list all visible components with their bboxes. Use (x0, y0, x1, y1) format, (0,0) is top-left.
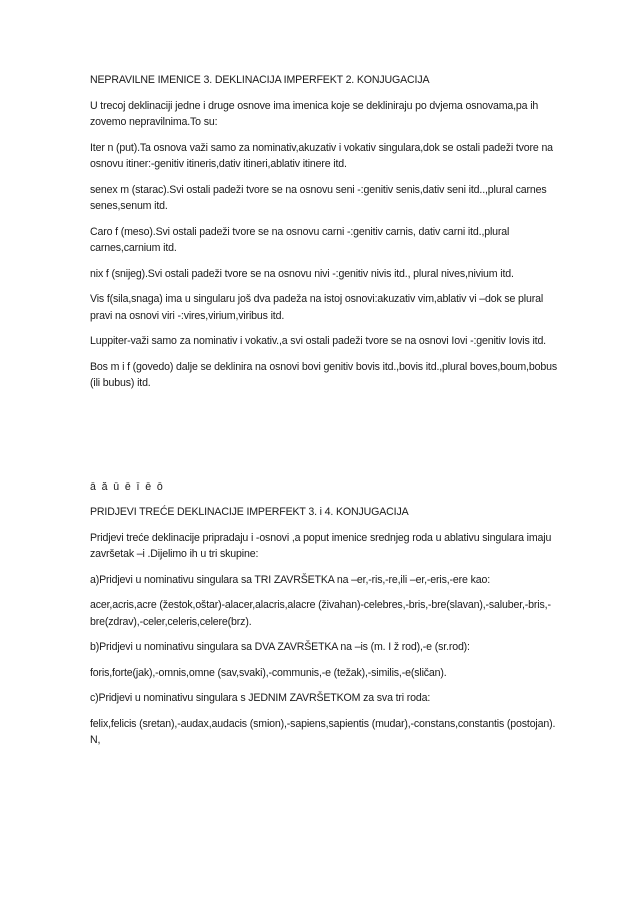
paragraph-bos: Bos m i f (govedo) dalje se deklinira na osnovi bovi genitiv bovis itd.,bovis itd.,plural boves,boum,bobus (ili bubus) itd. (90, 360, 557, 389)
paragraph-nix: nix f (snijeg).Svi ostali padeži tvore se na osnovu nivi -:genitiv nivis itd., plural nives,nivium itd. (90, 267, 514, 280)
group-b-examples: foris,forte(jak),-omnis,omne (sav,svaki),-communis,-e (težak),-similis,-e(sličan). (90, 666, 447, 679)
vertical-spacer (90, 401, 560, 479)
paragraph-vis: Vis f(sila,snaga) ima u singularu još dva padeža na istoj osnovi:akuzativ vim,ablativ vi –dok se plural pravi na osnovi viri -:vires,virium,viribus itd. (90, 293, 544, 322)
intro-paragraph: U trecoj deklinaciji jedne i druge osnove ima imenica koje se dekliniraju po dvjema osnovama,pa ih zovemo nepravilnima.To su: (90, 99, 539, 128)
group-c-examples: felix,felicis (sretan),-audax,audacis (smion),-sapiens,sapientis (mudar),-constans,constantis (postojan). N, (90, 717, 556, 746)
paragraph-luppiter: Luppiter-važi samo za nominativ i vokativ.,a svi ostali padeži tvore se na osnovi Iovi -:genitiv Iovis itd. (90, 335, 546, 347)
group-b-heading: b)Pridjevi u nominativu singulara sa DVA ZAVRŠETKA na –is (m. I ž rod),-e (sr.rod): (90, 641, 470, 653)
paragraph-iter: Iter n (put).Ta osnova važi samo za nominativ,akuzativ i vokativ singulara,dok se ostali padeži tvore na osnovu itiner:-genitiv itineris,dativ itineri,ablativ itinere itd. (90, 141, 553, 170)
group-c-heading: c)Pridjevi u nominativu singulara s JEDNIM ZAVRŠETKOM za sva tri roda: (90, 692, 431, 704)
group-a-examples: acer,acris,acre (žestok,oštar)-alacer,alacris,alacre (živahan)-celebres,-bris,-bre(slavan),-saluber,-bris,-bre(zdrav),-celer,celeris,celere(brz). (90, 599, 551, 628)
group-a-heading: a)Pridjevi u nominativu singulara sa TRI ZAVRŠETKA na –er,-ris,-re,ili –er,-eris,-ere kao: (90, 573, 491, 586)
section-title-pridjevi: PRIDJEVI TREĆE DEKLINACIJE IMPERFEKT 3. i 4. KONJUGACIJA (90, 506, 409, 518)
document-body (90, 72, 560, 758)
special-characters-line: ā ă ū ē ī ē ō (90, 480, 165, 493)
pridjevi-intro-paragraph: Pridjevi treće deklinacije pripradaju i -osnovi ,a poput imenice srednjeg roda u ablativu singulara imaju završetak –i .Dijelimo ih u tri skupine: (90, 531, 552, 560)
paragraph-senex: senex m (starac).Svi ostali padeži tvore se na osnovu seni -:genitiv senis,dativ seni itd..,plural carnes senes,senum itd. (90, 183, 547, 212)
section-title-nepravilne-imenice: NEPRAVILNE IMENICE 3. DEKLINACIJA IMPERFEKT 2. KONJUGACIJA (90, 74, 430, 86)
paragraph-caro: Caro f (meso).Svi ostali padeži tvore se na osnovu carni -:genitiv carnis, dativ carni itd.,plural carnes,carnium itd. (90, 225, 510, 254)
